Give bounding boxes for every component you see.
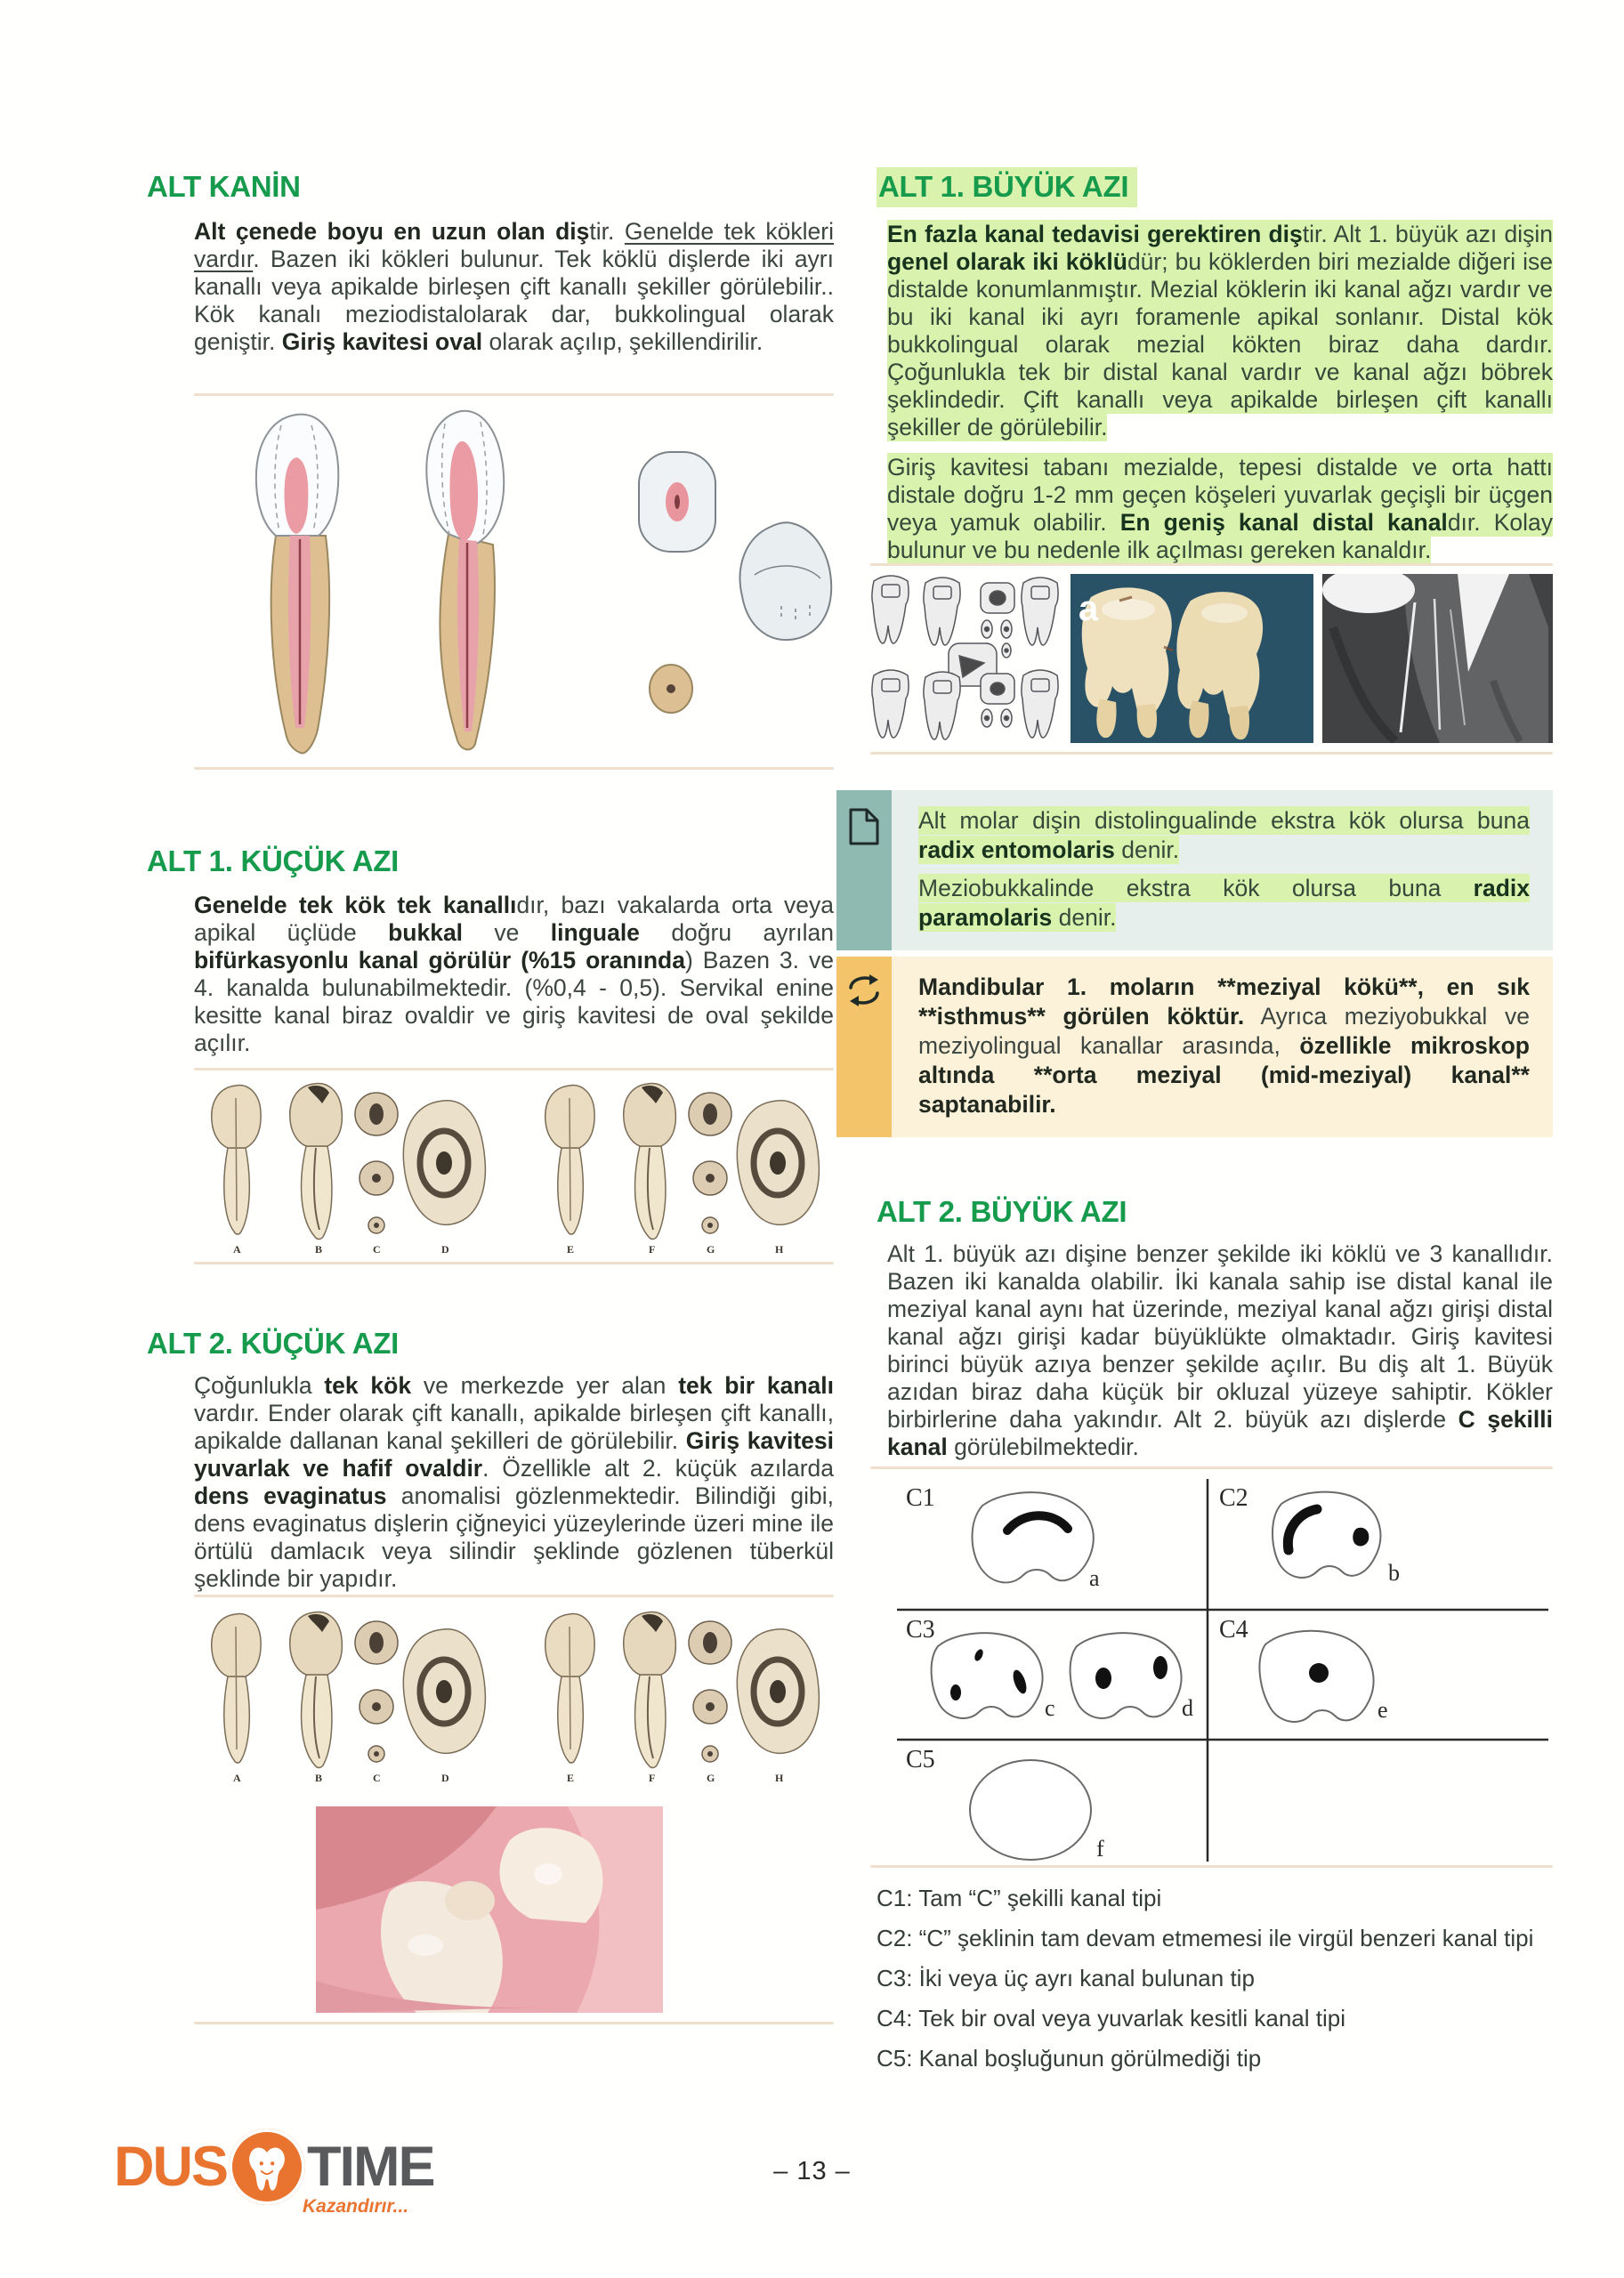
- section-heading-alt-1-buyuk-azi: [877, 169, 1137, 205]
- text-segment: ) Bazen 3. ve 4. kanalda bulunabilmektedir. (%0,4 - 0,5). Servikal enine kesitte kanal biraz ovaldir ve giriş kavitesi de oval şekilde açılır.: [194, 947, 835, 1056]
- canine-cross-section-cervical: [639, 452, 715, 552]
- divider: [194, 1262, 834, 1264]
- c4-cell: [1219, 1616, 1388, 1723]
- text-segment: radix entomolaris: [918, 836, 1115, 863]
- text-segment: radix paramolaris: [918, 875, 1530, 931]
- caption-c3: C3: İki veya üç ayrı kanal bulunan tip: [877, 1965, 1255, 1991]
- logo-text-time: TIME: [307, 2136, 434, 2198]
- divider: [194, 1068, 834, 1070]
- figure-first-premolar: [194, 1078, 834, 1256]
- caption-c1: C1: Tam “C” şekilli kanal tipi: [877, 1885, 1162, 1911]
- premolar-view-set: [212, 1084, 486, 1240]
- repeat-cycle-icon: [844, 973, 884, 1008]
- divider: [194, 2022, 834, 2024]
- text-segment: Alt çenede boyu en uzun olan diş: [194, 218, 590, 245]
- text-segment: denir.: [1114, 836, 1180, 863]
- figure-label: F: [649, 1772, 656, 1784]
- text-segment: tek kök: [324, 1372, 412, 1399]
- paragraph-alt-1-buyuk-azi-2: [887, 454, 1553, 564]
- highlighted-heading-text: ALT 1. BÜYÜK AZI: [877, 167, 1137, 207]
- divider: [870, 1865, 1553, 1868]
- text-segment: Alt 1. büyük azı dişine benzer şekilde iki köklü ve 3 kanallıdır. Bazen iki kanalda olabilir. İki kanala sahip ise distal kanal ile meziyal kanal aynı hat üzerinde, meziyal kanal ağzı girişi distal kanal ağzı girişi kadar büyüklükte olmaktadır. Giriş kavitesi birinci büyük azıya benzer şekilde açılır. Bu diş alt 1. Büyük azıdan biraz daha küçük bir okluzal yüzeye sahiptir. Kökler birbirlerine daha yakındır. Alt 2. büyük azı dişlerde: [887, 1240, 1553, 1433]
- note-paragraph: [918, 874, 1530, 933]
- note-box-mid-meziyal: [836, 957, 1553, 1137]
- paragraph-alt-1-buyuk-azi-1: [887, 221, 1553, 441]
- text-segment: bifürkasyonlu kanal görülür (%15 oranında: [194, 947, 685, 973]
- figure-label: C: [373, 1772, 381, 1784]
- text-segment: Mandibular 1. moların **meziyal kökü**, en sık **isthmus** görülen köktür.: [918, 973, 1530, 1030]
- note-box-radix: [836, 790, 1553, 950]
- figure-label: G: [707, 1243, 715, 1256]
- caption-c2: C2: “C” şeklinin tam devam etmemesi ile virgül benzeri kanal tipi: [877, 1925, 1534, 1951]
- c3-cell: [906, 1616, 1193, 1721]
- note-box-content: [892, 790, 1553, 950]
- c1-cell: [906, 1484, 1100, 1591]
- figure-label: H: [775, 1772, 784, 1784]
- text-segment: özellikle mikroskop altında **orta meziyal (mid-meziyal) kanal** saptanabilir.: [918, 1032, 1530, 1118]
- c5-cell: [906, 1746, 1104, 1862]
- paragraph-alt-2-kucuk-azi: [194, 1372, 834, 1593]
- cell-label-c4: C4: [1219, 1616, 1248, 1644]
- divider: [194, 1595, 834, 1597]
- divider: [194, 393, 834, 396]
- periapical-xray: [1322, 574, 1553, 743]
- text-segment: C şekilli kanal: [887, 1406, 1553, 1460]
- text-segment: Giriş kavitesi oval: [281, 328, 483, 355]
- figure-second-premolar-and-photo: [194, 1607, 834, 2016]
- text-segment: tir. Alt 1. büyük azı dişin: [1302, 221, 1553, 247]
- page-number: – 13 –: [773, 2157, 851, 2185]
- text-segment: Çoğunlukla: [194, 1372, 325, 1399]
- text-segment: Giriş kavitesi yuvarlak ve hafif ovaldir: [194, 1427, 835, 1482]
- text-segment: bukkal: [388, 919, 464, 946]
- figure-mandibular-canine: [194, 406, 834, 758]
- text-segment: denir.: [1052, 904, 1117, 931]
- section-heading-alt-kanin: ALT KANİN: [147, 170, 301, 203]
- paragraph-alt-2-buyuk-azi: [887, 1240, 1553, 1461]
- molar-line-diagrams: [872, 576, 1058, 739]
- text-segment: dens evaginatus: [194, 1482, 387, 1509]
- divider: [870, 752, 1553, 755]
- dens-evaginatus-photo: [316, 1806, 663, 2013]
- figure-label: H: [775, 1243, 784, 1256]
- logo-tagline: Kazandırır...: [303, 2196, 409, 2217]
- note-paragraph: [918, 973, 1530, 1119]
- c2-cell: [1219, 1484, 1400, 1586]
- section-heading-alt-1-kucuk-azi: ALT 1. KÜÇÜK AZI: [147, 844, 400, 877]
- sub-label-f: f: [1096, 1836, 1104, 1862]
- cell-label-c5: C5: [906, 1746, 935, 1773]
- canine-side-view: [426, 411, 504, 750]
- note-box-content: [892, 957, 1553, 1137]
- figure-label: D: [441, 1243, 449, 1256]
- figure-label: E: [567, 1772, 575, 1784]
- photo-label-a: a: [1079, 589, 1099, 628]
- figure-labels: [233, 1772, 784, 1784]
- figure-label: E: [567, 1243, 575, 1256]
- note-box-sidebar: [836, 790, 892, 950]
- sub-label-a: a: [1089, 1565, 1100, 1591]
- text-segment: . Bazen iki kökleri bulunur. Tek köklü dişlerde iki ayrı kanallı veya apikalde birleşen çift kanallı şekiller görülebilir.. Kök kanalı meziodistalolarak dar, bukkolingual olarak geniştir.: [194, 246, 834, 355]
- divider: [870, 563, 1553, 566]
- text-segment: dır, bazı vakalarda orta veya apikal üçlüde: [194, 892, 834, 946]
- figure-label: B: [315, 1772, 323, 1784]
- text-segment: Alt molar dişin distolingualinde ekstra kök olursa buna: [918, 807, 1530, 834]
- text-segment: anomalisi gözlenmektedir. Bilindiği gibi, dens evaginatus dişlerin çiğneyici yüzeylerinde üzeri mine ile örtülü damlacık veya silindir şeklinde gözlenen tüberkül şeklinde bir yapıdır.: [194, 1482, 835, 1592]
- sub-label-c: c: [1045, 1695, 1055, 1721]
- text-segment: doğru ayrılan: [639, 919, 835, 946]
- text-segment: dür; bu köklerden biri mezialde diğeri ise distalde konumlanmıştır. Mezial köklerin iki kanal ağzı vardır ve bu iki kanal iki ayrı foramenle apikal sonlanır. Distal kök bukkolingual olarak mezial kökten biraz daha dardır. Çoğunlukla tek bir distal kanal vardır ve kanal ağzı böbrek şeklindedir. Çift kanallı veya apikalde birleşen çift kanallı şekiller de görülebilir.: [887, 248, 1553, 440]
- text-segment: Meziobukkalinde ekstra kök olursa buna: [918, 875, 1474, 901]
- caption-c5: C5: Kanal boşluğunun görülmediği tip: [877, 2045, 1262, 2072]
- text-segment: vardır. Ender olarak çift kanallı, apikalde birleşen çift kanallı, apikalde dallanan kanal şekilleri de görülebilir.: [194, 1400, 834, 1454]
- text-segment: ve merkezde yer alan: [411, 1372, 679, 1399]
- divider: [194, 767, 834, 770]
- text-segment: tir.: [589, 218, 625, 245]
- cell-label-c3: C3: [906, 1616, 935, 1644]
- text-segment: Genelde tek kök tek kanallı: [194, 892, 517, 918]
- figure-labels: [233, 1243, 784, 1256]
- text-segment: Giriş kavitesi tabanı mezialde, tepesi distalde ve orta hattı distale doğru 1-2 mm geçen köşeleri yuvarlak geçişli bir üçgen veya yamuk olabilir.: [887, 454, 1553, 536]
- text-segment: . Özellikle alt 2. küçük azılarda: [482, 1455, 834, 1482]
- note-page-icon: [847, 806, 881, 847]
- figure-label: G: [707, 1772, 715, 1784]
- text-segment: genel olarak iki köklü: [887, 248, 1127, 275]
- section-heading-alt-2-kucuk-azi: ALT 2. KÜÇÜK AZI: [147, 1327, 400, 1360]
- figure-label: D: [441, 1772, 449, 1784]
- text-segment: Genelde tek kökleri vardır: [194, 218, 834, 272]
- figure-first-molar: [870, 574, 1553, 743]
- text-segment: olarak açılıp, şekillendirilir.: [482, 328, 764, 355]
- text-segment: En geniş kanal distal kanal: [1119, 509, 1448, 536]
- text-segment: Ayrıca meziyobukkal ve meziyolingual kanallar arasında,: [918, 1003, 1530, 1059]
- text-segment: tek bir kanalı: [678, 1372, 835, 1399]
- paragraph-alt-1-kucuk-azi: [194, 892, 834, 1057]
- text-segment: dır. Kolay bulunur ve bu nedenle ilk açılması gereken kanaldır.: [887, 509, 1553, 563]
- figure-label: A: [233, 1772, 241, 1784]
- canine-front-view: [256, 415, 338, 754]
- text-segment: ve: [463, 919, 551, 946]
- divider: [870, 1466, 1553, 1469]
- figure-label: F: [649, 1243, 656, 1256]
- canine-incisal-view: [740, 522, 832, 640]
- figure-label: B: [315, 1243, 323, 1256]
- sub-label-d: d: [1182, 1695, 1193, 1721]
- cell-label-c2: C2: [1219, 1484, 1248, 1512]
- cell-label-c1: C1: [906, 1484, 935, 1512]
- note-paragraph: [918, 806, 1530, 865]
- canine-cross-section-apical: [650, 665, 692, 713]
- extracted-molar-photo: [1071, 574, 1313, 743]
- section-heading-alt-2-buyuk-azi: ALT 2. BÜYÜK AZI: [877, 1195, 1127, 1228]
- text-segment: görülebilmektedir.: [947, 1434, 1139, 1460]
- caption-c4: C4: Tek bir oval veya yuvarlak kesitli kanal tipi: [877, 2005, 1345, 2032]
- figure-c-shaped-canal-types: [897, 1479, 1548, 1862]
- c-type-caption-list: [877, 1885, 1553, 2085]
- text-segment: En fazla kanal tedavisi gerektiren diş: [887, 221, 1303, 247]
- sub-label-b: b: [1388, 1560, 1400, 1586]
- paragraph-alt-kanin: [194, 218, 834, 356]
- sub-label-e: e: [1378, 1697, 1388, 1723]
- figure-label: A: [233, 1243, 241, 1256]
- note-box-sidebar: [836, 957, 892, 1137]
- text-segment: linguale: [550, 919, 640, 946]
- figure-label: C: [373, 1243, 381, 1256]
- logo-text-dus: DUS: [114, 2136, 228, 2198]
